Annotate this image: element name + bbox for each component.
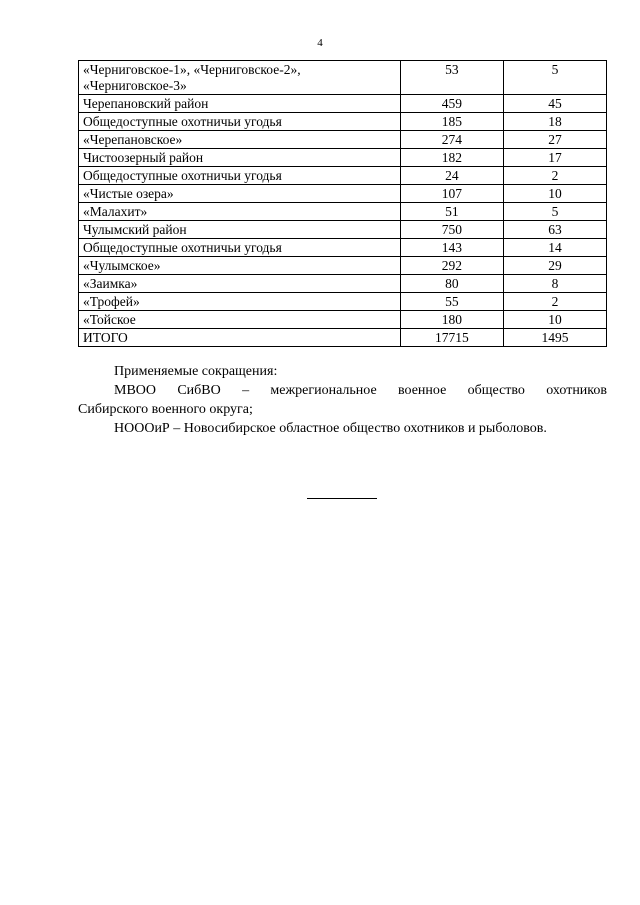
- row-name-cell: «Черепановское»: [79, 131, 401, 149]
- row-value1-cell: 107: [400, 185, 503, 203]
- table-body: [79, 61, 607, 347]
- row-name-cell: Чистоозерный район: [79, 149, 401, 167]
- table-row: [79, 257, 607, 275]
- table-row: [79, 203, 607, 221]
- row-value1-cell: 459: [400, 95, 503, 113]
- row-value2-cell: 5: [503, 61, 606, 95]
- row-value1-cell: 143: [400, 239, 503, 257]
- row-value2-cell: 18: [503, 113, 606, 131]
- row-value2-cell: 29: [503, 257, 606, 275]
- page-number: 4: [317, 37, 323, 49]
- row-value2-cell: 8: [503, 275, 606, 293]
- row-value1-cell: 185: [400, 113, 503, 131]
- row-name-cell: «Тойское: [79, 311, 401, 329]
- table-row: [79, 275, 607, 293]
- row-value2-cell: 10: [503, 185, 606, 203]
- row-value2-cell: 1495: [503, 329, 606, 347]
- hunting-grounds-table: [78, 60, 607, 347]
- row-value1-cell: 182: [400, 149, 503, 167]
- row-name-cell: Общедоступные охотничьи угодья: [79, 167, 401, 185]
- row-value2-cell: 2: [503, 293, 606, 311]
- table-row: [79, 185, 607, 203]
- row-value2-cell: 2: [503, 167, 606, 185]
- table-row: [79, 329, 607, 347]
- table-row: [79, 221, 607, 239]
- row-value1-cell: 292: [400, 257, 503, 275]
- table-row: [79, 293, 607, 311]
- abbreviation-mvoo-line1: МВОО СибВО – межрегиональное военное общество охотников: [114, 383, 607, 398]
- row-value1-cell: 51: [400, 203, 503, 221]
- abbreviations-section: [78, 362, 607, 438]
- row-value1-cell: 180: [400, 311, 503, 329]
- row-value1-cell: 750: [400, 221, 503, 239]
- row-value2-cell: 63: [503, 221, 606, 239]
- row-name-cell: «Черниговское-1», «Черниговское-2», «Черниговское-3»: [79, 61, 401, 95]
- table-row: [79, 61, 607, 95]
- row-value2-cell: 45: [503, 95, 606, 113]
- row-name-cell: «Трофей»: [79, 293, 401, 311]
- table-row: [79, 95, 607, 113]
- row-value2-cell: 27: [503, 131, 606, 149]
- row-value2-cell: 17: [503, 149, 606, 167]
- row-name-cell: «Малахит»: [79, 203, 401, 221]
- row-value2-cell: 14: [503, 239, 606, 257]
- row-name-cell: «Заимка»: [79, 275, 401, 293]
- row-value1-cell: 80: [400, 275, 503, 293]
- table-row: [79, 113, 607, 131]
- row-value1-cell: 274: [400, 131, 503, 149]
- row-name-cell: Общедоступные охотничьи угодья: [79, 239, 401, 257]
- abbreviation-mvoo-line2: Сибирского военного округа;: [78, 402, 253, 417]
- row-value2-cell: 5: [503, 203, 606, 221]
- row-name-cell: ИТОГО: [79, 329, 401, 347]
- row-value1-cell: 24: [400, 167, 503, 185]
- abbreviation-noooir: НОООиР – Новосибирское областное общество охотников и рыболовов.: [114, 421, 547, 436]
- row-name-cell: «Чистые озера»: [79, 185, 401, 203]
- row-value1-cell: 53: [400, 61, 503, 95]
- closing-rule: [307, 498, 377, 499]
- row-name-cell: «Чулымское»: [79, 257, 401, 275]
- row-name-cell: Чулымский район: [79, 221, 401, 239]
- row-name-cell: Общедоступные охотничьи угодья: [79, 113, 401, 131]
- row-value1-cell: 17715: [400, 329, 503, 347]
- row-value1-cell: 55: [400, 293, 503, 311]
- table-row: [79, 311, 607, 329]
- table-row: [79, 131, 607, 149]
- table-row: [79, 149, 607, 167]
- row-value2-cell: 10: [503, 311, 606, 329]
- table-row: [79, 167, 607, 185]
- table-row: [79, 239, 607, 257]
- row-name-cell: Черепановский район: [79, 95, 401, 113]
- abbreviations-heading: Применяемые сокращения:: [114, 364, 278, 379]
